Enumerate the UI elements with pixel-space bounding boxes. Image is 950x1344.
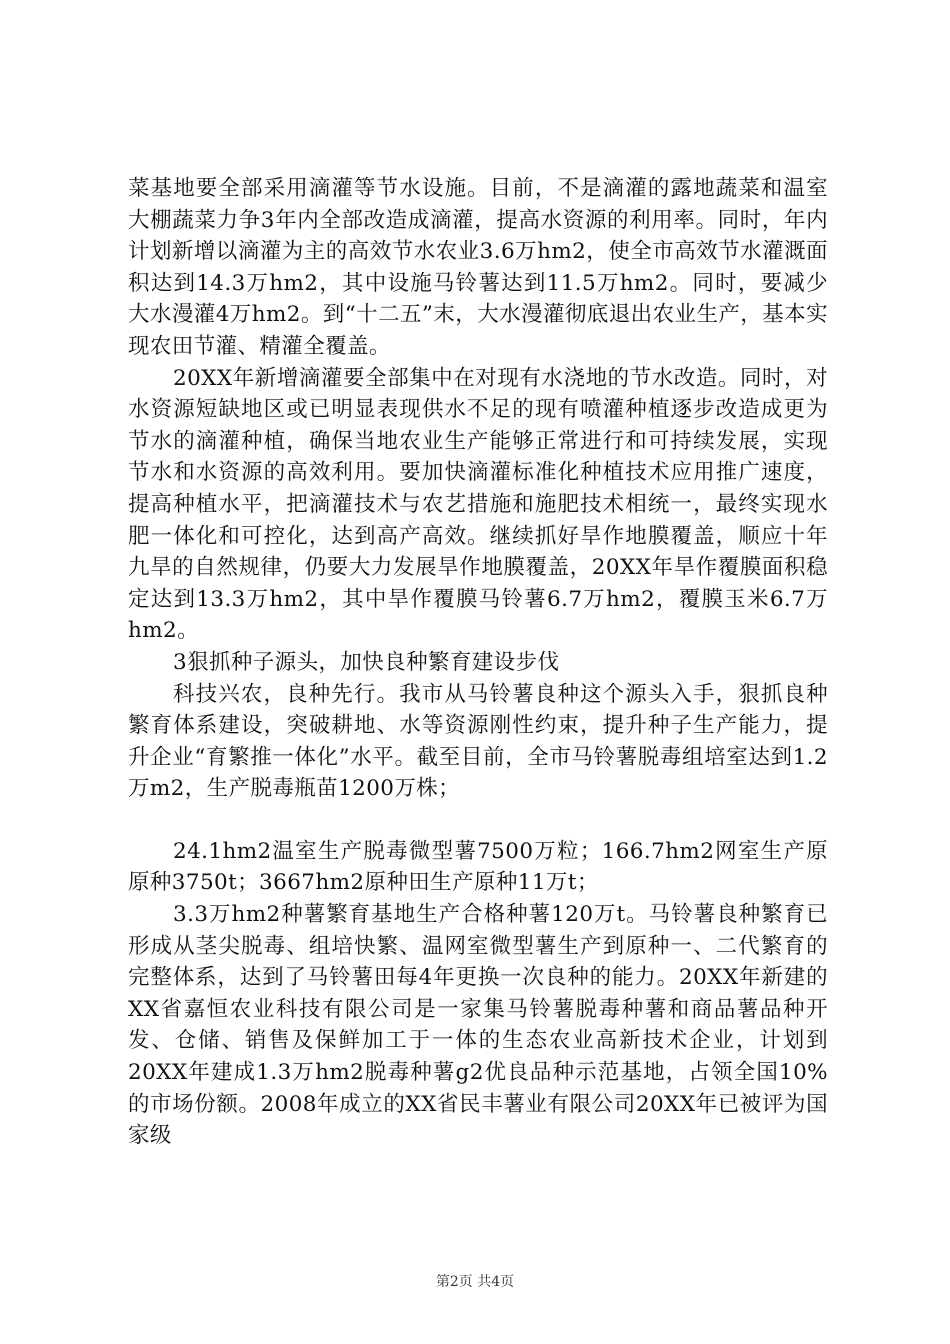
paragraph-drip-irrigation-plan: 20XX年新增滴灌要全部集中在对现有水浇地的节水改造。同时，对水资源短缺地区或已明显表现供水不足的现有喷灌种植逐步改造成更为节水的滴灌种植，确保当地农业生产能够正常进行和可持续发展，实现节水和水资源的高效利用。要加快滴灌标准化种植技术应用推广速度，提高种植水平，把滴灌技术与农艺措施和施肥技术相统一，最终实现水肥一体化和可控化，达到高产高效。继续抓好旱作地膜覆盖，顺应十年九旱的自然规律，仍要大力发展旱作地膜覆盖，20XX年旱作覆膜面积稳定达到13.3万hm2，其中旱作覆膜马铃薯6.7万hm2，覆膜玉米6.7万hm2。 <box>128 365 828 644</box>
paragraph-irrigation-continued: 菜基地要全部采用滴灌等节水设施。目前，不是滴灌的露地蔬菜和温室大棚蔬菜力争3年内全部改造成滴灌，提高水资源的利用率。同时，年内计划新增以滴灌为主的高效节水农业3.6万hm2，使全市高效节水灌溉面积达到14.3万hm2，其中设施马铃薯达到11.5万hm2。同时，要减少大水漫灌4万hm2。到“十二五”末，大水漫灌彻底退出农业生产，基本实现农田节灌、精灌全覆盖。 <box>128 176 828 359</box>
document-body <box>128 173 828 1152</box>
page-footer: 第2页 共4页 <box>435 1274 515 1290</box>
paragraph-seed-potato-base: 3.3万hm2种薯繁育基地生产合格种薯120万t。马铃薯良种繁育已形成从茎尖脱毒、组培快繁、温网室微型薯生产到原种一、二代繁育的完整体系，达到了马铃薯田每4年更换一次良种的能力。20XX年新建的XX省嘉恒农业科技有限公司是一家集马铃薯脱毒种薯和商品薯品种开发、仓储、销售及保鲜加工于一体的生态农业高新技术企业，计划到20XX年建成1.3万hm2脱毒种薯g2优良品种示范基地，占领全国10%的市场份额。2008年成立的XX省民丰薯业有限公司20XX年已被评为国家级 <box>128 902 828 1149</box>
paragraph-seed-breeding: 科技兴农，良种先行。我市从马铃薯良种这个源头入手，狠抓良种繁育体系建设，突破耕地、水等资源刚性约束，提升种子生产能力，提升企业“育繁推一体化”水平。截至目前，全市马铃薯脱毒组培室达到1.2万m2，生产脱毒瓶苗1200万株； <box>128 681 828 802</box>
paragraph-greenhouse-production: 24.1hm2温室生产脱毒微型薯7500万粒；166.7hm2网室生产原原种3750t；3667hm2原种田生产原种11万t； <box>128 838 828 896</box>
section-heading-seed-source: 3狠抓种子源头，加快良种繁育建设步伐 <box>173 649 560 675</box>
